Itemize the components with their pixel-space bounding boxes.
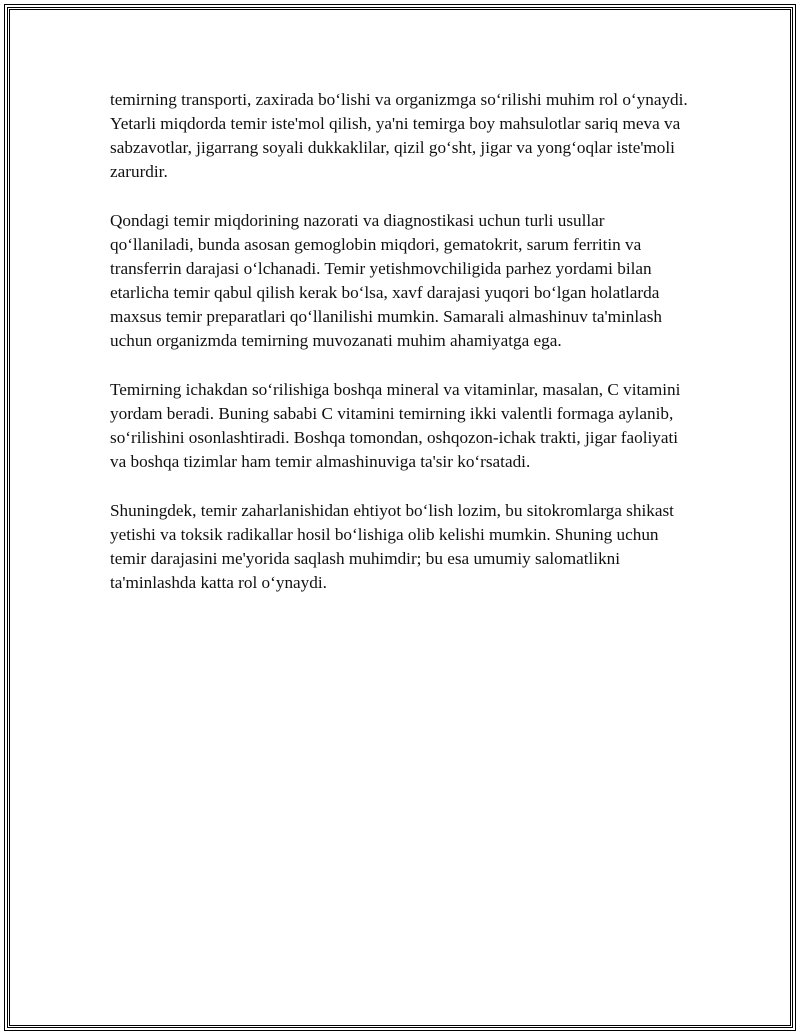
paragraph-3: Temirning ichakdan so‘rilishiga boshqa mineral va vitaminlar, masalan, C vitamini yordam beradi. Buning sababi C vitamini temirning ikki valentli formaga aylanib, so‘rilishini osonlashtiradi. Boshqa tomondan, oshqozon-ichak trakti, jigar faoliyati va boshqa tizimlar ham temir almashinuviga ta'sir ko‘rsatadi. (110, 380, 681, 471)
paragraph-2: Qondagi temir miqdorining nazorati va diagnostikasi uchun turli usullar qo‘llaniladi, bunda asosan gemoglobin miqdori, gematokrit, sarum ferritin va transferrin darajasi o‘lchanadi. Temir yetishmovchiligida parhez yordami bilan etarlicha temir qabul qilish kerak bo‘lsa, xavf darajasi yuqori bo‘lgan holatlarda maxsus temir preparatlari qo‘llanilishi mumkin. Samarali almashinuv ta'minlash uchun organizmda temirning muvozanati muhim ahamiyatga ega. (110, 211, 663, 350)
paragraph-4: Shuningdek, temir zaharlanishidan ehtiyot bo‘lish lozim, bu sitokromlarga shikast yetishi va toksik radikallar hosil bo‘lishiga olib kelishi mumkin. Shuning uchun temir darajasini me'yorida saqlash muhimdir; bu esa umumiy salomatlikni ta'minlashda katta rol o‘ynaydi. (110, 501, 674, 592)
paragraph-1: temirning transporti, zaxirada bo‘lishi va organizmga so‘rilishi muhim rol o‘ynaydi. Yetarli miqdorda temir iste'mol qilish, ya'ni temirga boy mahsulotlar sariq meva va sabzavotlar, jigarrang soyali dukkaklilar, qizil go‘sht, jigar va yong‘oqlar iste'moli zarurdir. (110, 90, 688, 181)
document-body (110, 88, 690, 620)
